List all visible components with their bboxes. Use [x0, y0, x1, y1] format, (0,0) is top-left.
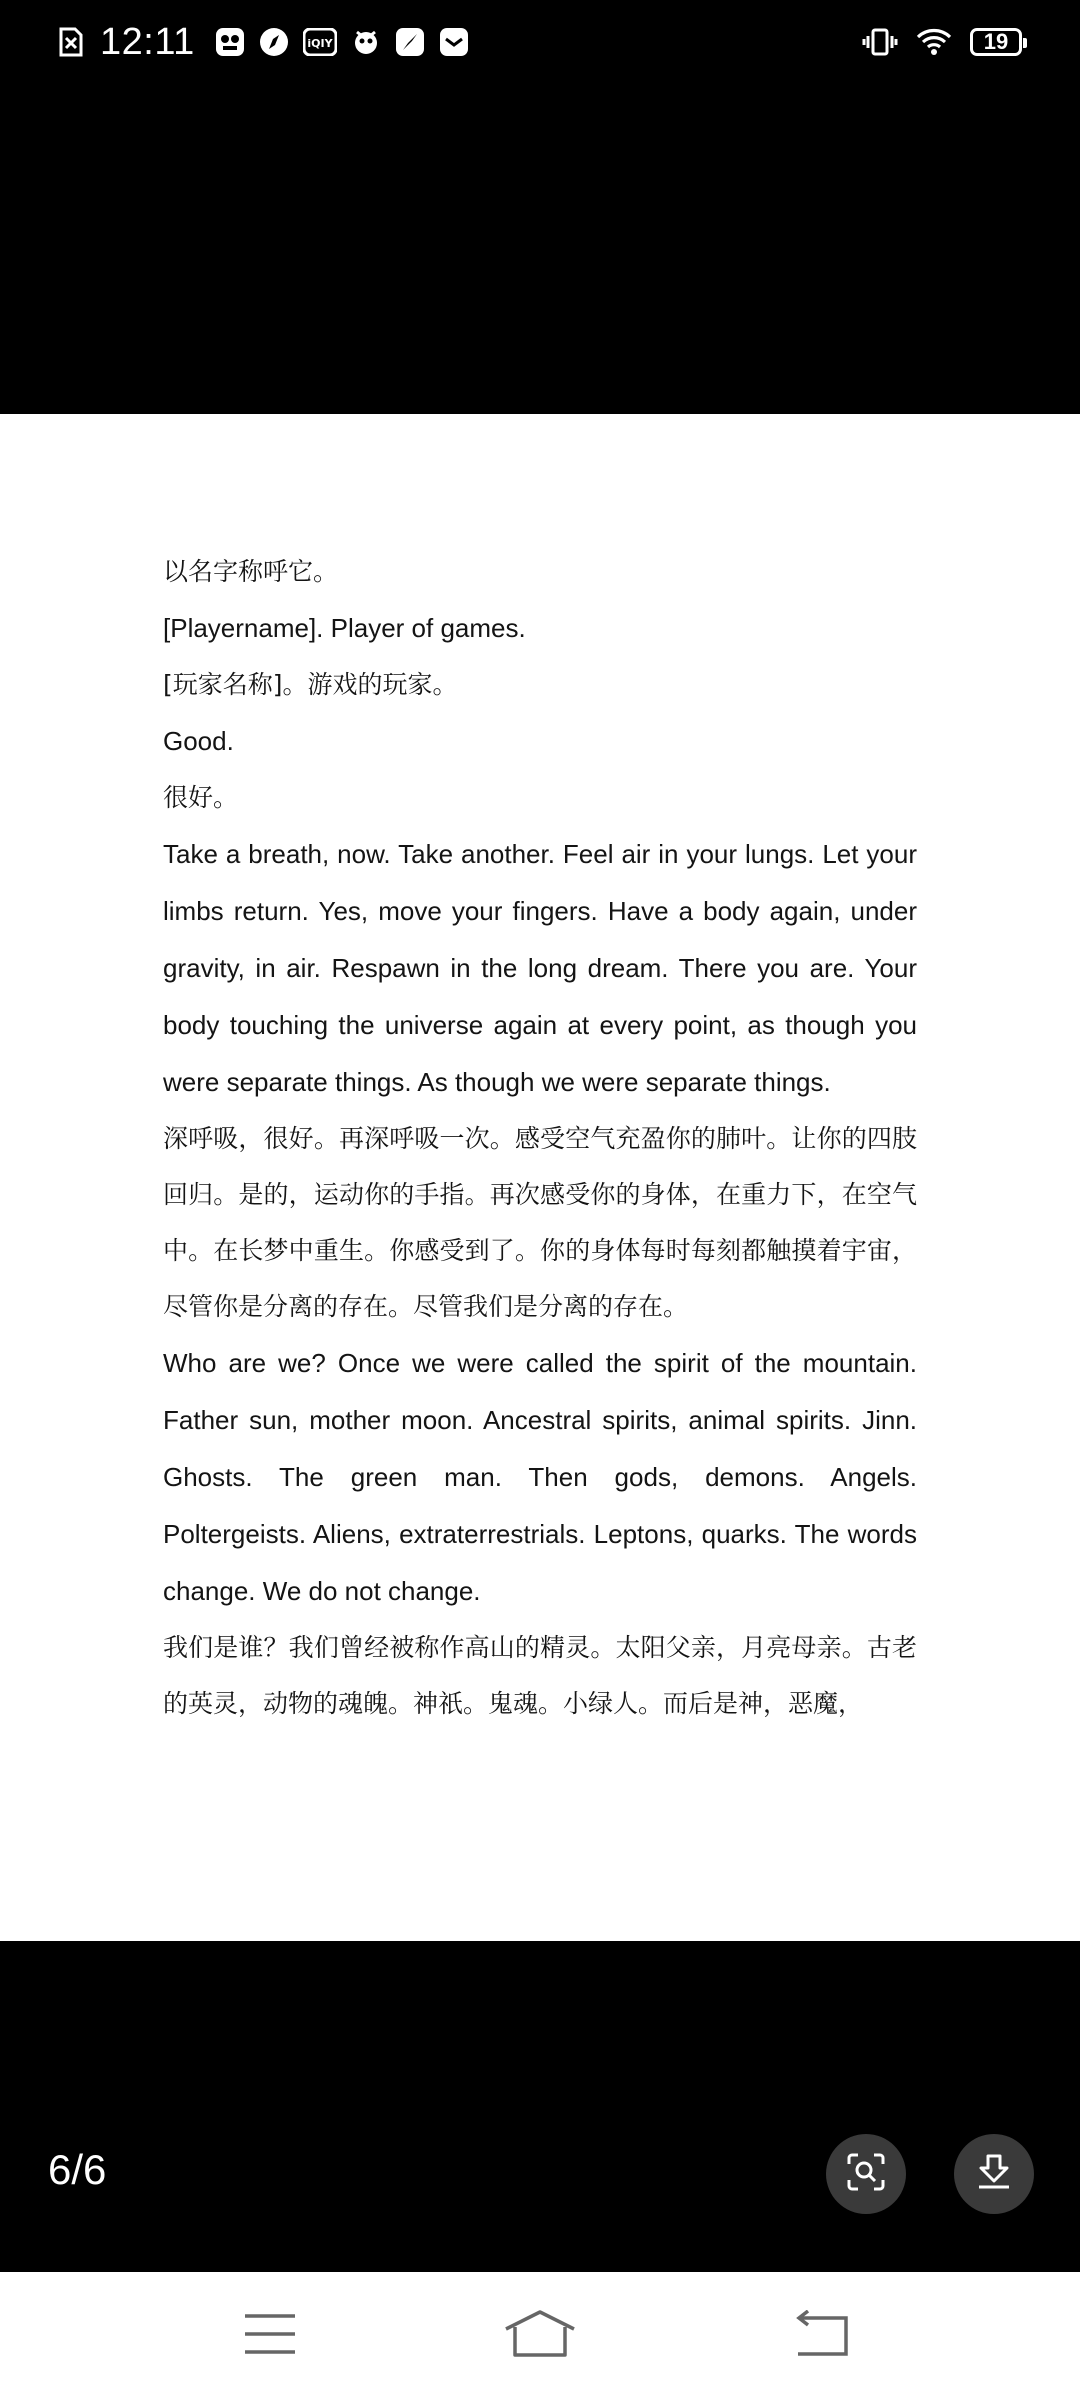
status-bar	[0, 0, 1080, 84]
svg-text:iQIY: iQIY	[307, 37, 333, 50]
back-button[interactable]	[780, 2298, 860, 2374]
paragraph: 很好。	[163, 783, 239, 812]
document-page[interactable]	[0, 414, 1080, 1941]
paragraph: 深呼吸，很好。再深呼吸一次。感受空气充盈你的肺叶。让你的四肢回归。是的，运动你的手指。再次感受你的身体，在重力下，在空气中。在长梦中重生。你感受到了。你的身体每时每刻都触摸着宇宙，尽管你是分离的存在。尽管我们是分离的存在。	[163, 1124, 917, 1321]
paragraph: Who are we? Once we were called the spirit of the mountain. Father sun, mother moon. Ancestral spirits, animal spirits. Jinn. Ghosts. The green man. Then gods, demons. Angels. Poltergeists. Aliens, extraterrestrials. Leptons, quarks. The words change. We do not change.	[163, 1348, 917, 1606]
paragraph: Good.	[163, 726, 234, 756]
status-right	[862, 20, 1022, 64]
clock: 12:11	[100, 20, 195, 63]
battery-icon	[970, 28, 1022, 56]
app-icon	[351, 27, 381, 57]
download-icon	[974, 2152, 1014, 2197]
image-search-button[interactable]	[826, 2134, 906, 2214]
scan-search-icon	[846, 2152, 886, 2197]
home-icon	[503, 2309, 577, 2364]
page-counter: 6/6	[48, 2146, 107, 2193]
wifi-icon	[916, 27, 952, 57]
battery-level: 19	[983, 29, 1009, 54]
document-text	[163, 544, 917, 1732]
compass-icon	[259, 27, 289, 57]
menu-button[interactable]	[230, 2298, 310, 2374]
paragraph: Take a breath, now. Take another. Feel air in your lungs. Let your limbs return. Yes, move your fingers. Have a body again, under gravity, in air. Respawn in the long dream. There you are. Your body touching the universe again at every point, as though you were separate things. As though we were separate things.	[163, 839, 917, 1097]
paragraph: [Playername]. Player of games.	[163, 613, 526, 643]
download-button[interactable]	[954, 2134, 1034, 2214]
navigation-bar	[0, 2272, 1080, 2400]
message-icon	[439, 27, 469, 57]
app-icon	[215, 27, 245, 57]
menu-icon	[243, 2312, 297, 2361]
back-icon	[790, 2310, 850, 2363]
browser-icon	[395, 27, 425, 57]
paragraph: 以名字称呼它。	[163, 557, 339, 586]
paragraph: [玩家名称]。游戏的玩家。	[163, 670, 458, 699]
status-left	[56, 18, 469, 66]
vibrate-icon	[862, 27, 898, 57]
home-button[interactable]	[500, 2298, 580, 2374]
sim-off-icon	[56, 27, 86, 57]
paragraph: 我们是谁？我们曾经被称作高山的精灵。太阳父亲，月亮母亲。古老的英灵，动物的魂魄。神祇。鬼魂。小绿人。而后是神，恶魔，	[163, 1633, 917, 1718]
iqiyi-icon	[303, 27, 337, 57]
